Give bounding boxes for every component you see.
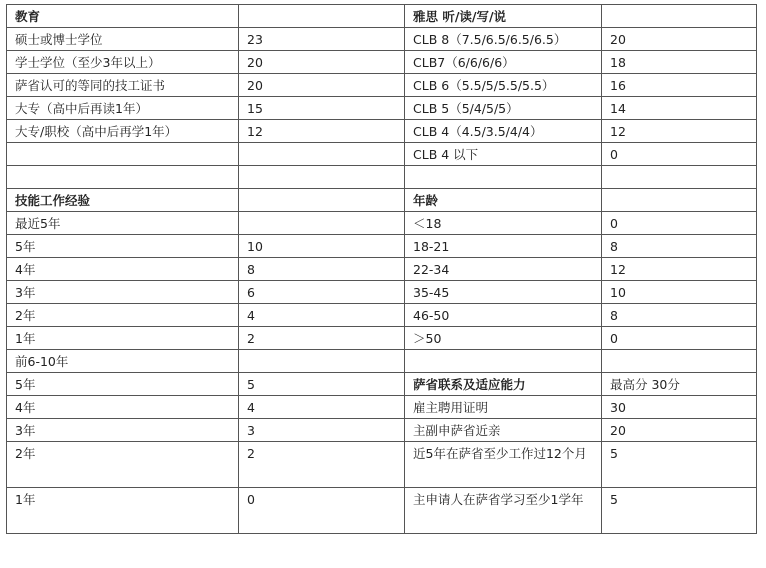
table-cell: 大专（高中后再读1年） — [7, 97, 239, 120]
table-cell: CLB 4（4.5/3.5/4/4） — [405, 120, 602, 143]
table-row — [7, 396, 757, 419]
table-cell: 1年 — [7, 488, 239, 534]
table-cell: 12 — [239, 120, 405, 143]
table-cell: 3年 — [7, 419, 239, 442]
table-cell: 硕士或博士学位 — [7, 28, 239, 51]
table-cell: 4 — [239, 396, 405, 419]
table-cell: 8 — [602, 235, 757, 258]
table-cell: 8 — [602, 304, 757, 327]
table-cell: 2年 — [7, 304, 239, 327]
table-cell: 5年 — [7, 373, 239, 396]
table-row — [7, 120, 757, 143]
age-header: 年龄 — [405, 189, 602, 212]
table-cell — [7, 143, 239, 166]
table-cell: 20 — [602, 28, 757, 51]
table-row — [7, 28, 757, 51]
table-cell: 大专/职校（高中后再学1年） — [7, 120, 239, 143]
table-cell: CLB 8（7.5/6.5/6.5/6.5） — [405, 28, 602, 51]
table-cell: 3 — [239, 419, 405, 442]
table-cell: 16 — [602, 74, 757, 97]
table-row — [7, 5, 757, 28]
table-row — [7, 235, 757, 258]
table-cell: 0 — [239, 488, 405, 534]
adaptability-header: 萨省联系及适应能力 — [405, 373, 602, 396]
table-cell: 5 — [602, 442, 757, 488]
table-cell: 23 — [239, 28, 405, 51]
table-cell: 2 — [239, 327, 405, 350]
table-cell: 主副申萨省近亲 — [405, 419, 602, 442]
education-header: 教育 — [7, 5, 239, 28]
table-cell: 10 — [239, 235, 405, 258]
table-row — [7, 258, 757, 281]
table-cell: 20 — [239, 51, 405, 74]
table-cell: 3年 — [7, 281, 239, 304]
table-cell: 18-21 — [405, 235, 602, 258]
table-cell — [239, 350, 405, 373]
table-cell: 5 — [239, 373, 405, 396]
table-cell: 2年 — [7, 442, 239, 488]
table-cell: 6 — [239, 281, 405, 304]
table-cell: 46-50 — [405, 304, 602, 327]
table-cell — [239, 166, 405, 189]
table-cell — [405, 350, 602, 373]
table-cell: 12 — [602, 120, 757, 143]
table-cell: 4年 — [7, 396, 239, 419]
table-cell: 最高分 30分 — [602, 373, 757, 396]
table-cell — [602, 350, 757, 373]
table-cell: 主申请人在萨省学习至少1学年 — [405, 488, 602, 534]
table-cell — [602, 5, 757, 28]
table-row — [7, 304, 757, 327]
points-table — [6, 4, 757, 534]
table-cell: 15 — [239, 97, 405, 120]
table-row — [7, 373, 757, 396]
table-cell: 1年 — [7, 327, 239, 350]
table-cell — [239, 189, 405, 212]
work-experience-header: 技能工作经验 — [7, 189, 239, 212]
table-cell — [405, 166, 602, 189]
table-cell: CLB 6（5.5/5/5.5/5.5） — [405, 74, 602, 97]
table-row — [7, 281, 757, 304]
table-cell: 0 — [602, 327, 757, 350]
table-row — [7, 327, 757, 350]
table-cell: 35-45 — [405, 281, 602, 304]
table-cell: 20 — [602, 419, 757, 442]
table-row — [7, 419, 757, 442]
table-cell: ＜18 — [405, 212, 602, 235]
table-row — [7, 97, 757, 120]
table-row — [7, 442, 757, 488]
table-cell — [602, 166, 757, 189]
table-cell: 0 — [602, 143, 757, 166]
table-cell: 近5年在萨省至少工作过12个月 — [405, 442, 602, 488]
table-cell: 30 — [602, 396, 757, 419]
table-row — [7, 189, 757, 212]
table-cell — [239, 212, 405, 235]
table-cell: 最近5年 — [7, 212, 239, 235]
table-cell: 4年 — [7, 258, 239, 281]
table-cell: CLB 4 以下 — [405, 143, 602, 166]
table-cell: 前6-10年 — [7, 350, 239, 373]
table-cell: 10 — [602, 281, 757, 304]
table-cell — [7, 166, 239, 189]
table-cell: CLB7（6/6/6/6） — [405, 51, 602, 74]
table-cell: 学士学位（至少3年以上） — [7, 51, 239, 74]
table-cell: CLB 5（5/4/5/5） — [405, 97, 602, 120]
table-cell: 12 — [602, 258, 757, 281]
table-cell: 20 — [239, 74, 405, 97]
table-cell — [602, 189, 757, 212]
table-cell: 萨省认可的等同的技工证书 — [7, 74, 239, 97]
table-cell: 4 — [239, 304, 405, 327]
ielts-header: 雅思 听/读/写/说 — [405, 5, 602, 28]
table-row — [7, 488, 757, 534]
table-cell — [239, 143, 405, 166]
table-cell: 5年 — [7, 235, 239, 258]
table-cell: 5 — [602, 488, 757, 534]
table-row — [7, 350, 757, 373]
table-cell: 8 — [239, 258, 405, 281]
table-row — [7, 143, 757, 166]
table-cell: ＞50 — [405, 327, 602, 350]
table-cell: 22-34 — [405, 258, 602, 281]
table-cell: 0 — [602, 212, 757, 235]
table-cell: 雇主聘用证明 — [405, 396, 602, 419]
table-row — [7, 74, 757, 97]
table-cell: 18 — [602, 51, 757, 74]
table-cell: 14 — [602, 97, 757, 120]
table-row — [7, 51, 757, 74]
table-cell — [239, 5, 405, 28]
table-row — [7, 166, 757, 189]
table-row — [7, 212, 757, 235]
table-cell: 2 — [239, 442, 405, 488]
